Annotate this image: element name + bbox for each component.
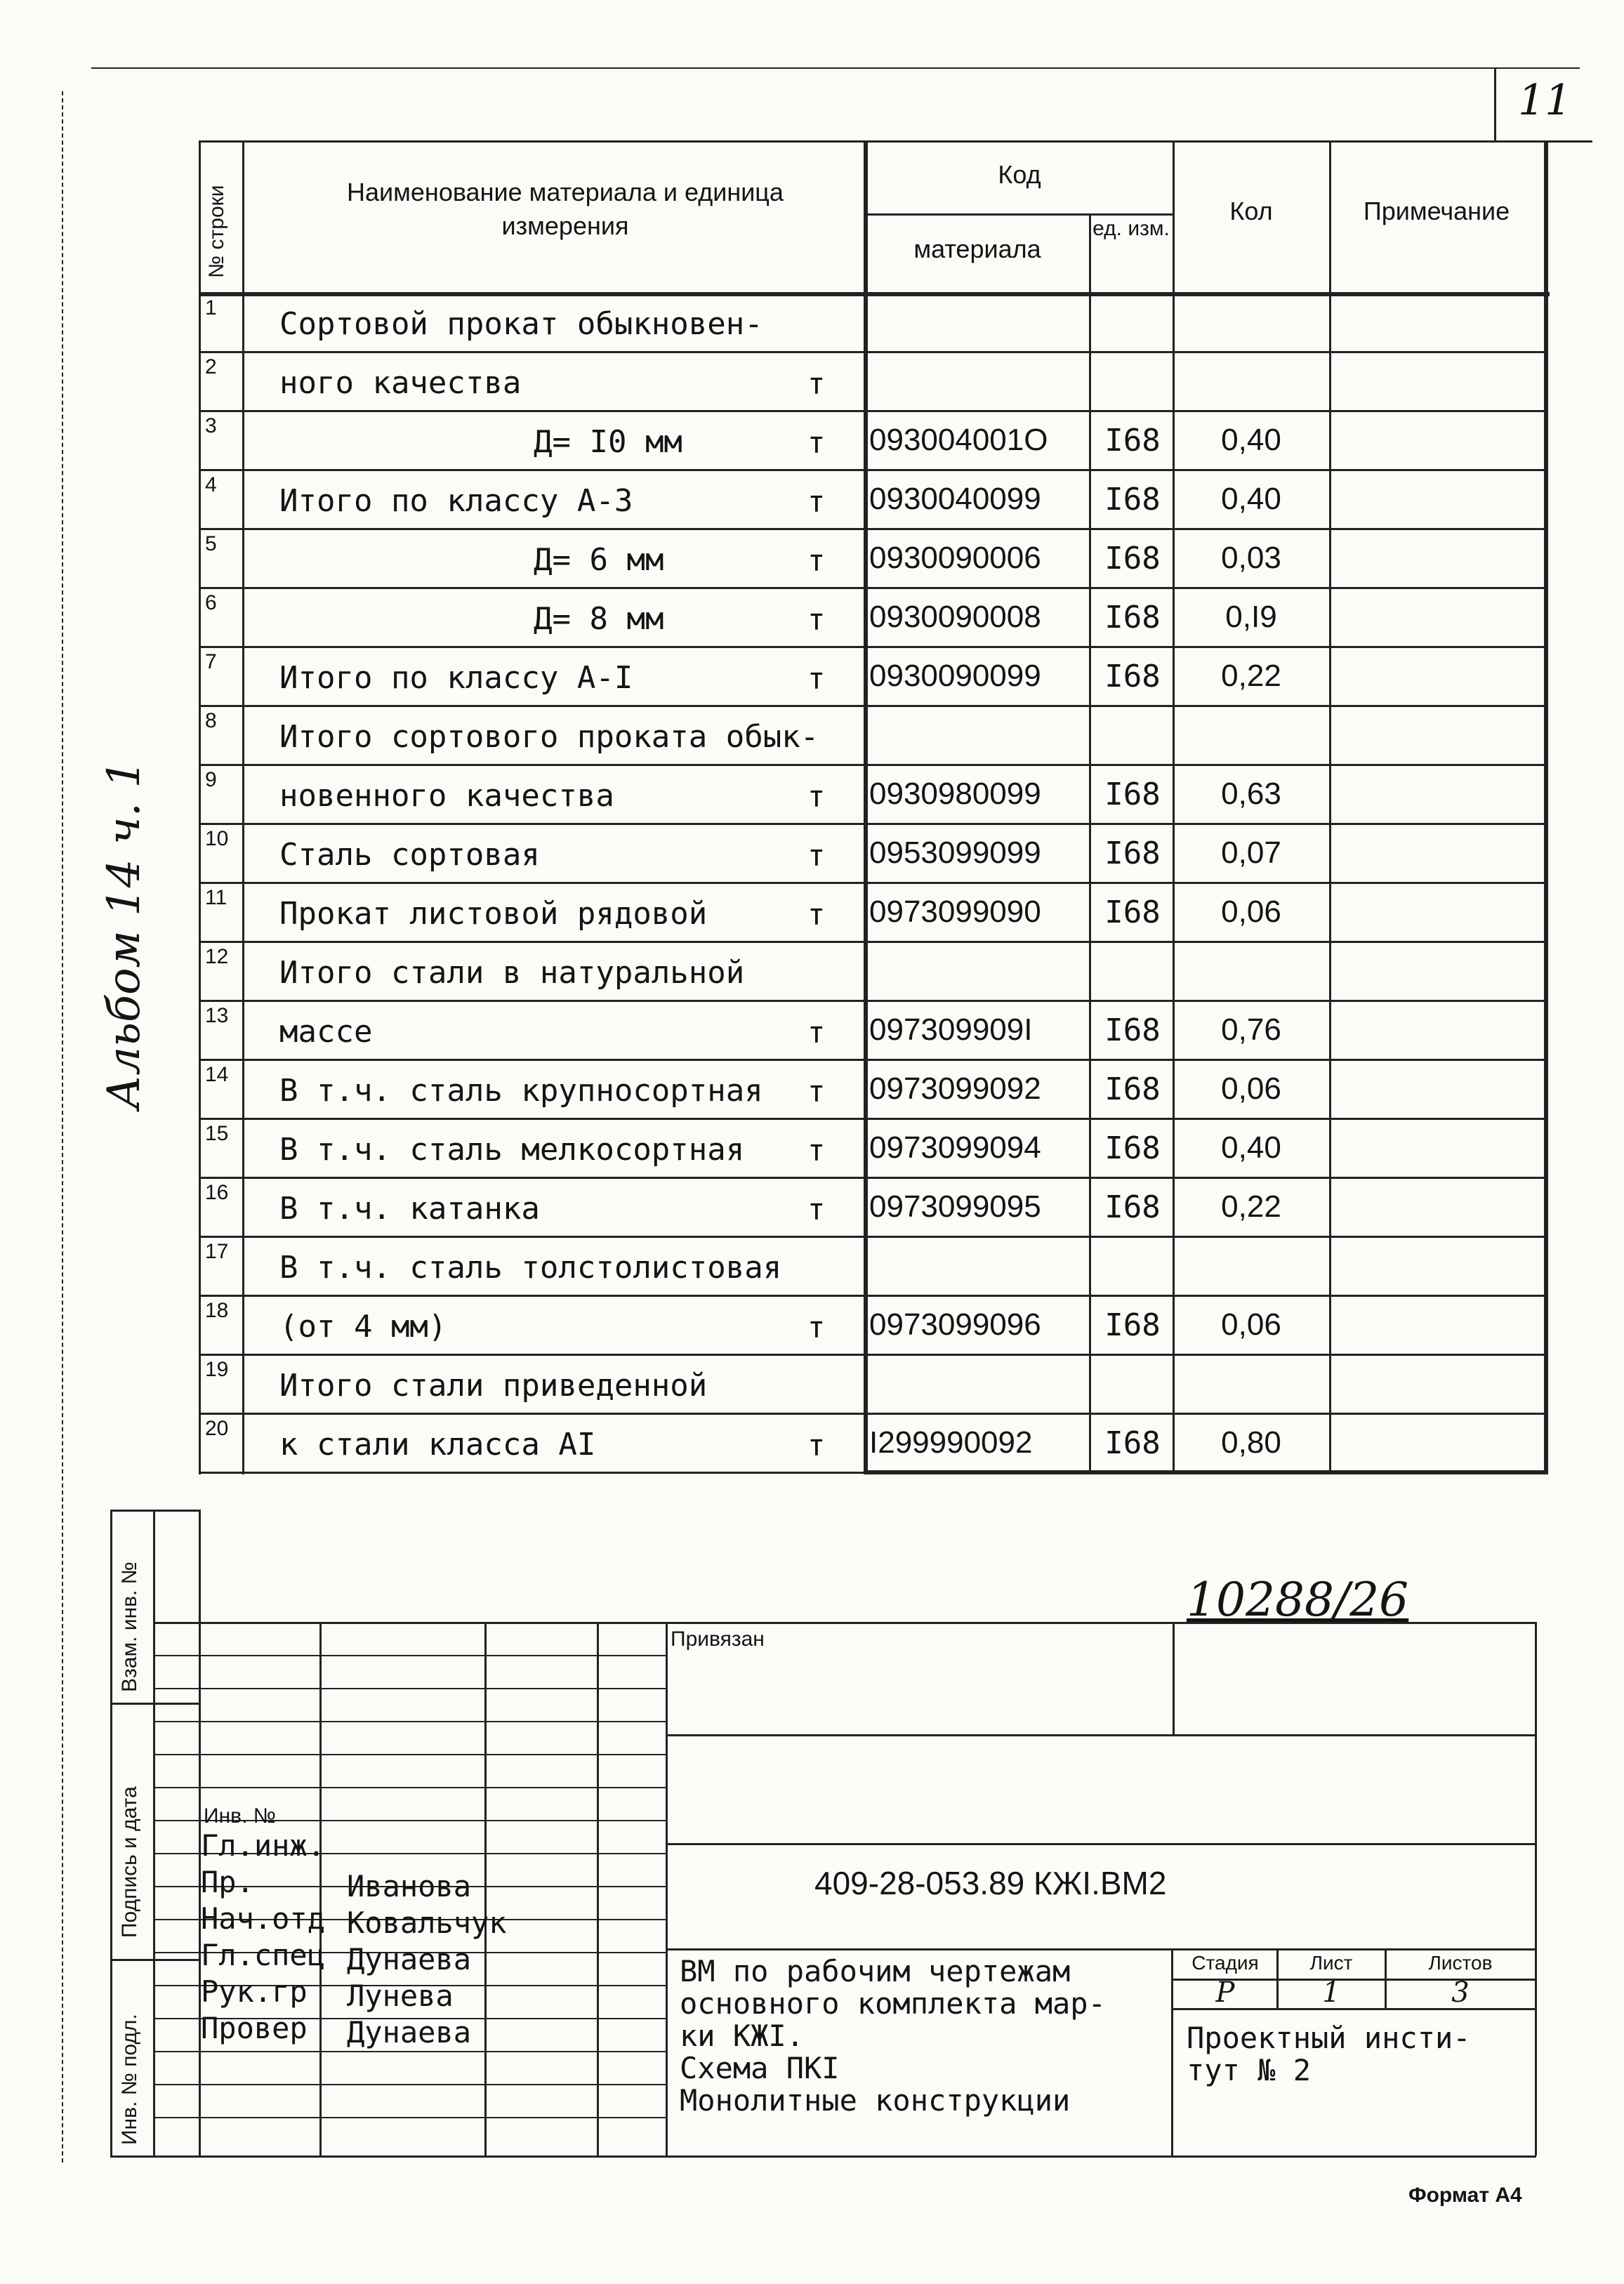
row-number: 15 bbox=[205, 1122, 229, 1145]
header-row-no: № строки bbox=[205, 185, 228, 278]
organization bbox=[1187, 2022, 1471, 2087]
quantity: 0,06 bbox=[1221, 895, 1281, 929]
row-number: 20 bbox=[205, 1417, 229, 1440]
unit-code: I68 bbox=[1104, 1307, 1161, 1343]
row-number: 1 bbox=[205, 296, 217, 319]
signature-role: Гл.инж. bbox=[201, 1828, 326, 1863]
row-number: 5 bbox=[205, 532, 217, 555]
album-label: Альбом 14 ч. 1 bbox=[98, 759, 150, 1109]
table-row bbox=[0, 528, 1624, 587]
signature-name: Иванова bbox=[347, 1869, 472, 1903]
material-name: Сталь сортовая bbox=[279, 837, 540, 873]
signature-row bbox=[0, 1935, 667, 1976]
material-code: 093004001O bbox=[869, 423, 1048, 457]
table-row bbox=[0, 1413, 1624, 1472]
material-unit: т bbox=[807, 543, 826, 578]
doc-code: 409-28-053.89 КЖI.ВМ2 bbox=[814, 1865, 1167, 1901]
unit-code: I68 bbox=[1104, 1071, 1161, 1107]
material-name: Итого по классу А-3 bbox=[279, 483, 633, 519]
signature-row bbox=[0, 1899, 667, 1940]
table-row bbox=[0, 764, 1624, 823]
signature-name: Лунева bbox=[347, 1979, 454, 2013]
material-unit: т bbox=[807, 779, 826, 814]
sheets-label: Листов bbox=[1428, 1952, 1493, 1974]
row-number: 6 bbox=[205, 591, 217, 614]
unit-code: I68 bbox=[1104, 1425, 1161, 1461]
row-number: 7 bbox=[205, 650, 217, 673]
row-number: 9 bbox=[205, 768, 217, 791]
row-number: 14 bbox=[205, 1063, 229, 1086]
sheet-mark: 11 bbox=[1518, 76, 1572, 125]
material-name: В т.ч. катанка bbox=[279, 1191, 540, 1227]
material-code: 0973099096 bbox=[869, 1307, 1041, 1342]
material-name: Итого стали в натуральной bbox=[279, 955, 745, 991]
signature-name: Дунаева bbox=[347, 1942, 472, 1976]
quantity: 0,22 bbox=[1221, 659, 1281, 693]
table-row bbox=[0, 1000, 1624, 1059]
unit-code: I68 bbox=[1104, 482, 1161, 517]
material-unit: т bbox=[807, 897, 826, 932]
title-line: Монолитные конструкции bbox=[680, 2083, 1071, 2118]
material-name: ного качества bbox=[279, 365, 522, 401]
table-row bbox=[0, 351, 1624, 410]
table-row bbox=[0, 469, 1624, 528]
sheet-mark-box bbox=[1494, 67, 1496, 140]
material-unit: т bbox=[807, 1133, 826, 1168]
row-number: 12 bbox=[205, 945, 229, 968]
title-line: ВМ по рабочим чертежам bbox=[680, 1954, 1071, 1988]
inv-no-label: Инв. № bbox=[204, 1804, 276, 1828]
signature-row bbox=[0, 1826, 667, 1862]
header-code-material: материала bbox=[913, 235, 1041, 263]
format-label: Формат А4 bbox=[1408, 2184, 1522, 2207]
material-name: Итого сортового проката обык- bbox=[279, 719, 819, 755]
quantity: 0,40 bbox=[1221, 482, 1281, 516]
side-label-podpis: Подпись и дата bbox=[118, 1786, 141, 1938]
unit-code: I68 bbox=[1104, 777, 1161, 812]
title-line: основного комплекта мар- bbox=[680, 1986, 1106, 2021]
row-number: 10 bbox=[205, 827, 229, 850]
row-number: 3 bbox=[205, 414, 217, 437]
header-qty: Кол bbox=[1229, 197, 1273, 225]
material-name: Итого по классу А-I bbox=[279, 660, 633, 696]
signature-row bbox=[0, 1862, 667, 1903]
table-row bbox=[0, 882, 1624, 941]
table-row bbox=[0, 823, 1624, 882]
stage-label: Стадия bbox=[1191, 1952, 1259, 1974]
material-code: 0930090099 bbox=[869, 659, 1041, 693]
org-line: тут № 2 bbox=[1187, 2053, 1312, 2087]
signature-role: Гл.спец bbox=[201, 1938, 326, 1972]
row-number: 13 bbox=[205, 1004, 229, 1027]
signature-name: Ковальчук bbox=[347, 1906, 507, 1940]
quantity: 0,22 bbox=[1221, 1189, 1281, 1224]
material-code: 0953099099 bbox=[869, 836, 1041, 870]
header-name: Наименование материала и единица измерения bbox=[347, 178, 784, 240]
quantity: 0,40 bbox=[1221, 1130, 1281, 1165]
stamp-row-line bbox=[153, 2117, 666, 2118]
table-row bbox=[0, 1059, 1624, 1118]
material-name: к стали класса АI bbox=[279, 1427, 596, 1463]
table-row bbox=[0, 587, 1624, 646]
material-name: массе bbox=[279, 1014, 373, 1050]
unit-code: I68 bbox=[1104, 423, 1161, 458]
material-name: новенного качества bbox=[279, 778, 614, 814]
stamp-row-line bbox=[153, 2084, 666, 2085]
table-row bbox=[0, 410, 1624, 469]
unit-code: I68 bbox=[1104, 600, 1161, 635]
material-unit: т bbox=[807, 1310, 826, 1345]
unit-code: I68 bbox=[1104, 659, 1161, 694]
material-name: Д= 8 мм bbox=[534, 601, 664, 637]
quantity: 0,07 bbox=[1221, 836, 1281, 870]
stamp-row-line bbox=[153, 1655, 666, 1656]
document-title bbox=[680, 1955, 1106, 2117]
table-row bbox=[0, 1118, 1624, 1177]
row-number: 17 bbox=[205, 1240, 229, 1263]
unit-code: I68 bbox=[1104, 836, 1161, 871]
material-code: I299990092 bbox=[869, 1425, 1033, 1460]
material-unit: т bbox=[807, 661, 826, 696]
unit-code: I68 bbox=[1104, 541, 1161, 576]
sheet-value: 1 bbox=[1322, 1976, 1340, 2009]
material-code: 0973099090 bbox=[869, 895, 1041, 929]
signature-role: Рук.гр bbox=[201, 1974, 308, 2009]
material-code: 0930980099 bbox=[869, 777, 1041, 811]
material-code: 0973099095 bbox=[869, 1189, 1041, 1224]
signature-name: Дунаева bbox=[347, 2015, 472, 2049]
quantity: 0,06 bbox=[1221, 1071, 1281, 1106]
signature-row bbox=[0, 1972, 667, 2013]
row-number: 11 bbox=[205, 886, 227, 909]
material-unit: т bbox=[807, 602, 826, 637]
quantity: 0,63 bbox=[1221, 777, 1281, 811]
quantity: 0,I9 bbox=[1225, 600, 1277, 634]
unit-code: I68 bbox=[1104, 1130, 1161, 1166]
handwritten-number: 10288/26 bbox=[1187, 1573, 1409, 1627]
material-code: 0930090008 bbox=[869, 600, 1041, 634]
header-code: Код bbox=[998, 160, 1041, 189]
quantity: 0,76 bbox=[1221, 1012, 1281, 1047]
quantity: 0,06 bbox=[1221, 1307, 1281, 1342]
row-number: 8 bbox=[205, 709, 217, 732]
material-unit: т bbox=[807, 425, 826, 460]
top-border bbox=[91, 67, 1580, 69]
unit-code: I68 bbox=[1104, 895, 1161, 930]
quantity: 0,40 bbox=[1221, 423, 1281, 457]
material-unit: т bbox=[807, 1192, 826, 1227]
material-unit: т bbox=[807, 1428, 826, 1463]
material-code: 0930040099 bbox=[869, 482, 1041, 516]
table-row bbox=[0, 705, 1624, 764]
stamp-row-line bbox=[153, 1754, 666, 1755]
table-row bbox=[0, 646, 1624, 705]
side-label-vzam: Взам. инв. № bbox=[118, 1562, 141, 1692]
stamp-row-line bbox=[153, 1787, 666, 1788]
sheets-value: 3 bbox=[1451, 1976, 1470, 2009]
stamp-row-line bbox=[153, 1721, 666, 1722]
unit-code: I68 bbox=[1104, 1189, 1161, 1225]
material-name: Итого стали приведенной bbox=[279, 1368, 708, 1404]
row-number: 4 bbox=[205, 473, 217, 496]
material-unit: т bbox=[807, 367, 826, 401]
header-note: Примечание bbox=[1363, 197, 1510, 225]
material-unit: т bbox=[807, 484, 826, 519]
material-name: Д= 6 мм bbox=[534, 542, 664, 578]
signature-row bbox=[0, 2008, 667, 2049]
row-number: 18 bbox=[205, 1299, 229, 1322]
material-name: В т.ч. сталь толстолистовая bbox=[279, 1250, 782, 1286]
material-code: 0973099092 bbox=[869, 1071, 1041, 1106]
material-name: (от 4 мм) bbox=[279, 1309, 447, 1345]
side-label-inv-podl: Инв. № подл. bbox=[118, 2014, 141, 2145]
material-name: Прокат листовой рядовой bbox=[279, 896, 708, 932]
material-unit: т bbox=[807, 1015, 826, 1050]
table-row bbox=[0, 1295, 1624, 1354]
material-unit: т bbox=[807, 838, 826, 873]
material-code: 0973099094 bbox=[869, 1130, 1041, 1165]
material-code: 0930090006 bbox=[869, 541, 1041, 575]
row-number: 19 bbox=[205, 1358, 229, 1381]
row-number: 2 bbox=[205, 355, 217, 378]
signature-role: Нач.отд bbox=[201, 1901, 326, 1936]
material-name: Сортовой прокат обыкновен- bbox=[279, 306, 763, 342]
table-row bbox=[0, 941, 1624, 1000]
org-line: Проектный инсти- bbox=[1187, 2021, 1471, 2055]
unit-code: I68 bbox=[1104, 1012, 1161, 1048]
quantity: 0,80 bbox=[1221, 1425, 1281, 1460]
material-code: 097309909I bbox=[869, 1012, 1033, 1047]
row-number: 16 bbox=[205, 1181, 229, 1204]
signature-role: Провер bbox=[201, 2011, 308, 2045]
table-row bbox=[0, 1177, 1624, 1236]
stage-value: Р bbox=[1215, 1976, 1235, 2009]
header-code-unit: ед. изм. bbox=[1092, 217, 1170, 240]
privyazan-label: Привязан bbox=[671, 1628, 765, 1651]
stamp-row-line bbox=[153, 1688, 666, 1689]
title-line: Схема ПКI bbox=[680, 2051, 840, 2085]
signature-role: Пр. bbox=[201, 1865, 254, 1899]
table-row bbox=[0, 1354, 1624, 1413]
material-name: Д= I0 мм bbox=[534, 424, 682, 460]
stamp-row-line bbox=[153, 2051, 666, 2052]
material-unit: т bbox=[807, 1074, 826, 1109]
material-name: В т.ч. сталь мелкосортная bbox=[279, 1132, 745, 1168]
title-line: ки КЖI. bbox=[680, 2019, 805, 2053]
table-row bbox=[0, 292, 1624, 351]
quantity: 0,03 bbox=[1221, 541, 1281, 575]
table-row bbox=[0, 1236, 1624, 1295]
material-name: В т.ч. сталь крупносортная bbox=[279, 1073, 763, 1109]
sheet-label: Лист bbox=[1309, 1952, 1353, 1974]
